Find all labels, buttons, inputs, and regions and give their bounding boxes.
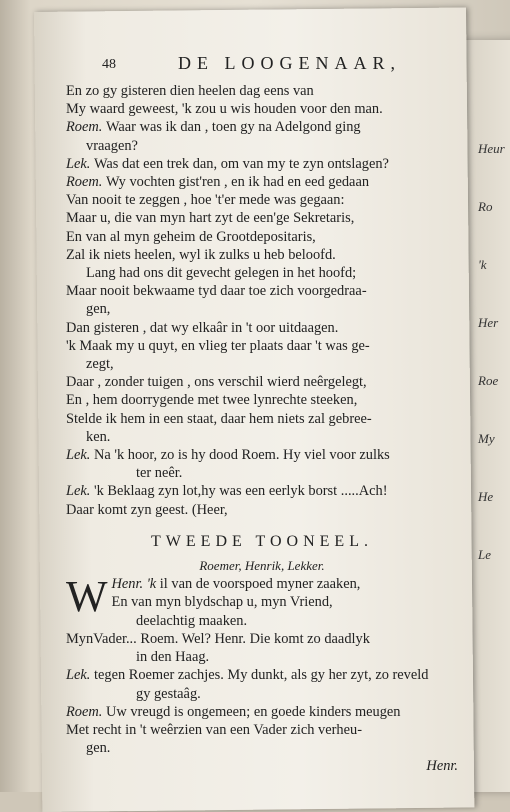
text-line xyxy=(66,137,458,155)
text-line xyxy=(66,391,458,409)
cast-list: Roemer, Henrik, Lekker. xyxy=(199,558,325,574)
text-line xyxy=(66,630,458,648)
margin-fragment: Le xyxy=(478,547,491,562)
line-text: Maar u, die van myn hart zyt de een'ge Sekretaris, xyxy=(66,210,355,227)
line-text: MynVader... Roem. Wel? Henr. Die komt zo daadlyk xyxy=(66,630,370,647)
line-text: Uw vreugd is ongemeen; en goede kinders meugen xyxy=(105,703,401,720)
text-line xyxy=(66,82,458,100)
margin-fragment: He xyxy=(478,489,494,504)
line-text: Met recht in 't weêrzien van een Vader zich verheu- xyxy=(66,721,362,738)
line-text: deelachtig maaken. xyxy=(136,612,248,629)
text-line xyxy=(66,446,458,464)
text-line xyxy=(66,118,458,136)
text-line xyxy=(66,155,458,173)
line-text: il van de voorspoed myner zaaken, xyxy=(159,576,361,593)
text-line xyxy=(66,482,458,500)
line-text: En van myn blydschap u, myn Vriend, xyxy=(111,594,333,611)
line-text: Daar , zonder tuigen , ons verschil wierd neêrgelegt, xyxy=(66,374,367,391)
speaker-label: Henr. 'k xyxy=(111,576,160,593)
facing-page-margin-text xyxy=(478,120,510,584)
margin-fragment: Her xyxy=(478,315,499,330)
speaker-label: Roem. xyxy=(66,174,106,191)
line-text: gen, xyxy=(86,301,111,318)
text-line xyxy=(66,282,458,300)
text-line xyxy=(66,300,458,318)
line-text: Zal ik niets heelen, wyl ik zulks u heb beloofd. xyxy=(66,246,336,263)
line-text: vraagen? xyxy=(86,137,138,154)
line-text: tegen Roemer zachjes. My dunkt, als gy her zyt, zo reveld xyxy=(93,667,429,684)
text-line xyxy=(66,173,458,191)
text-line xyxy=(66,319,458,337)
line-text: gy gestaâg. xyxy=(136,685,201,702)
text-line xyxy=(66,355,458,373)
scene-title: TWEEDE TOONEEL. xyxy=(151,532,373,550)
dialogue-block-1 xyxy=(66,82,458,519)
speaker-label: Lek. xyxy=(66,447,94,464)
margin-fragment: My xyxy=(478,431,495,446)
text-line xyxy=(66,191,458,209)
line-text: Wy vochten gist'ren , en ik had en eed gedaan xyxy=(105,174,370,191)
line-text: Na 'k hoor, zo is hy dood Roem. Hy viel voor zulks xyxy=(93,447,390,464)
line-text: Daar komt zyn geest. (Heer, xyxy=(66,501,228,518)
line-text: En van al myn geheim de Grootdepositaris, xyxy=(66,228,316,245)
line-text: Lang had ons dit gevecht gelegen in het hoofd; xyxy=(86,265,357,282)
line-text: 'k Beklaag zyn lot,hy was een eerlyk borst .....Ach! xyxy=(93,483,388,500)
line-text: Maar nooit bekwaame tyd daar toe zich voorgedraa- xyxy=(66,283,367,300)
text-line xyxy=(66,410,458,428)
margin-fragment: Roe xyxy=(478,373,499,388)
speaker-label: Roem. xyxy=(66,703,106,720)
line-text: Dan gisteren , dat wy elkaâr in 't oor uitdaagen. xyxy=(66,319,339,336)
dialogue-block-2 xyxy=(66,572,458,757)
text-line xyxy=(66,593,458,611)
text-line xyxy=(66,703,458,721)
line-text: 'k Maak my u quyt, en vlieg ter plaats daar 't was ge- xyxy=(66,337,370,354)
margin-fragment: Ro xyxy=(478,199,493,214)
speaker-label: Lek. xyxy=(66,667,94,684)
line-text: En zo gy gisteren dien heelen dag eens van xyxy=(66,83,314,99)
line-text: My waard geweest, 'k zou u wis houden voor den man. xyxy=(66,101,383,118)
line-text: zegt, xyxy=(86,356,114,373)
margin-fragment: Heur xyxy=(478,141,505,156)
line-text: in den Haag. xyxy=(136,649,210,666)
speaker-label: Roem. xyxy=(66,119,106,136)
running-head: DE LOOGENAAR, xyxy=(178,53,401,73)
text-line xyxy=(66,685,458,703)
text-line xyxy=(66,373,458,391)
line-text: Was dat een trek dan, om van my te zyn ontslagen? xyxy=(93,155,389,172)
line-text: En , hem doorrygende met twee lynrechte steeken, xyxy=(66,392,358,409)
speaker-label: Lek. xyxy=(66,483,94,500)
line-text: Stelde ik hem in een staat, daar hem niets zal gebree- xyxy=(66,410,372,427)
text-line xyxy=(66,228,458,246)
catchword: Henr. xyxy=(426,758,458,775)
text-line xyxy=(66,209,458,227)
text-line xyxy=(66,739,458,757)
text-line xyxy=(66,648,458,666)
text-line xyxy=(66,501,458,519)
margin-fragment: 'k xyxy=(478,257,487,272)
line-text: Van nooit te zeggen , hoe 't'er mede was gegaan: xyxy=(66,192,345,209)
text-line xyxy=(66,464,458,482)
page-text xyxy=(66,53,458,776)
drop-cap: W xyxy=(66,572,108,622)
text-line xyxy=(66,666,458,684)
line-text: ken. xyxy=(86,428,111,445)
text-line xyxy=(66,721,458,739)
line-text: gen. xyxy=(86,740,111,757)
text-line xyxy=(66,100,458,118)
text-line xyxy=(66,612,458,630)
text-line xyxy=(66,246,458,264)
text-line xyxy=(66,337,458,355)
text-line xyxy=(66,264,458,282)
page-number: 48 xyxy=(102,57,116,72)
text-line xyxy=(66,428,458,446)
page-header xyxy=(66,53,458,82)
line-text: Waar was ik dan , toen gy na Adelgond ging xyxy=(105,119,361,136)
speaker-label: Lek. xyxy=(66,155,94,172)
line-text: ter neêr. xyxy=(136,465,183,482)
